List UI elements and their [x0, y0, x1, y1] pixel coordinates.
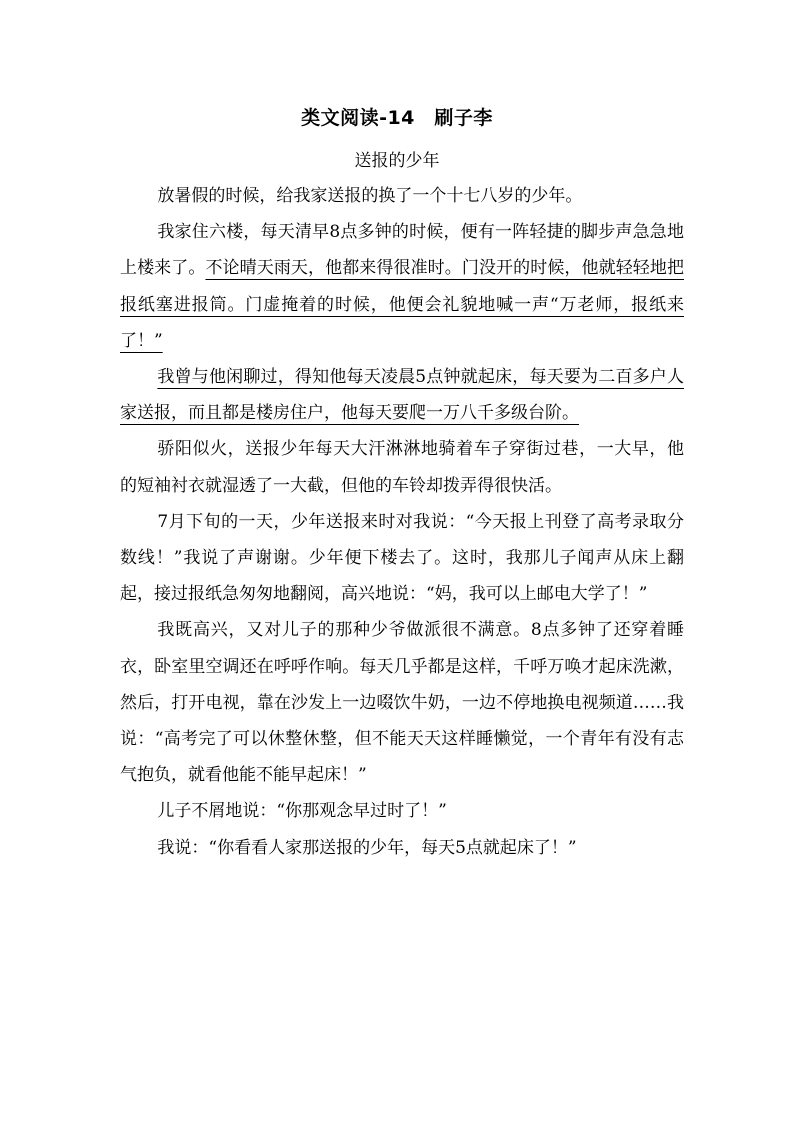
- paragraph-2-text: 我家住六楼，每天清早8点多钟的时候，便有一阵轻捷的脚步声急急地上楼来了。: [120, 222, 684, 279]
- paragraph-5: [120, 504, 684, 613]
- paragraph-7-text: 儿子不屑地说：“你那观念早过时了！”: [157, 801, 447, 822]
- paragraph-1: [120, 178, 684, 214]
- paragraph-3-underlined-text: 我曾与他闲聊过，得知他每天凌晨5点钟就起床，每天要为二百多户人家送报，而且都是楼房住户，他每天要爬一万八千多级台阶。: [120, 367, 684, 424]
- paragraph-4-text: 骄阳似火，送报少年每天大汗淋淋地骑着车子穿街过巷，一大早，他的短袖衬衣就湿透了一大截，但他的车铃却拨弄得很快活。: [120, 439, 684, 496]
- paragraph-2-underlined-text: 不论晴天雨天，他都来得很准时。门没开的时候，他就轻轻地把报纸塞进报筒。门虚掩着的时候，他便会礼貌地喊一声“万老师，报纸来了！”: [120, 258, 684, 351]
- paragraph-5-text: 7月下旬的一天，少年送报来时对我说：“今天报上刊登了高考录取分数线！”我说了声谢谢。少年便下楼去了。这时，我那儿子闻声从床上翻起，接过报纸急匆匆地翻阅，高兴地说：“妈，我可以上邮电大学了！”: [120, 511, 684, 605]
- paragraph-2: [120, 214, 684, 359]
- document-title: 类文阅读-14 刷子李: [301, 107, 493, 129]
- paragraph-1-text: 放暑假的时候，给我家送报的换了一个十七八岁的少年。: [157, 186, 583, 206]
- paragraph-7: [120, 793, 684, 829]
- paragraph-8: [120, 830, 684, 866]
- paragraph-4: [120, 431, 684, 503]
- document-subtitle: 送报的少年: [354, 151, 440, 171]
- document-body: [120, 178, 684, 866]
- paragraph-3: [120, 359, 684, 431]
- paragraph-8-text: 我说：“你看看人家那送报的少年，每天5点就起床了！”: [157, 837, 577, 858]
- paragraph-6: [120, 612, 684, 793]
- paragraph-6-text: 我既高兴，又对儿子的那种少爷做派很不满意。8点多钟了还穿着睡衣，卧室里空调还在呼呼作响。每天几乎都是这样，千呼万唤才起床洗漱，然后，打开电视，靠在沙发上一边啜饮牛奶，一边不停地换电视频道……我说：“高考完了可以休整休整，但不能天天这样睡懒觉，一个青年有没有志气抱负，就看他能不能早起床！”: [120, 620, 684, 786]
